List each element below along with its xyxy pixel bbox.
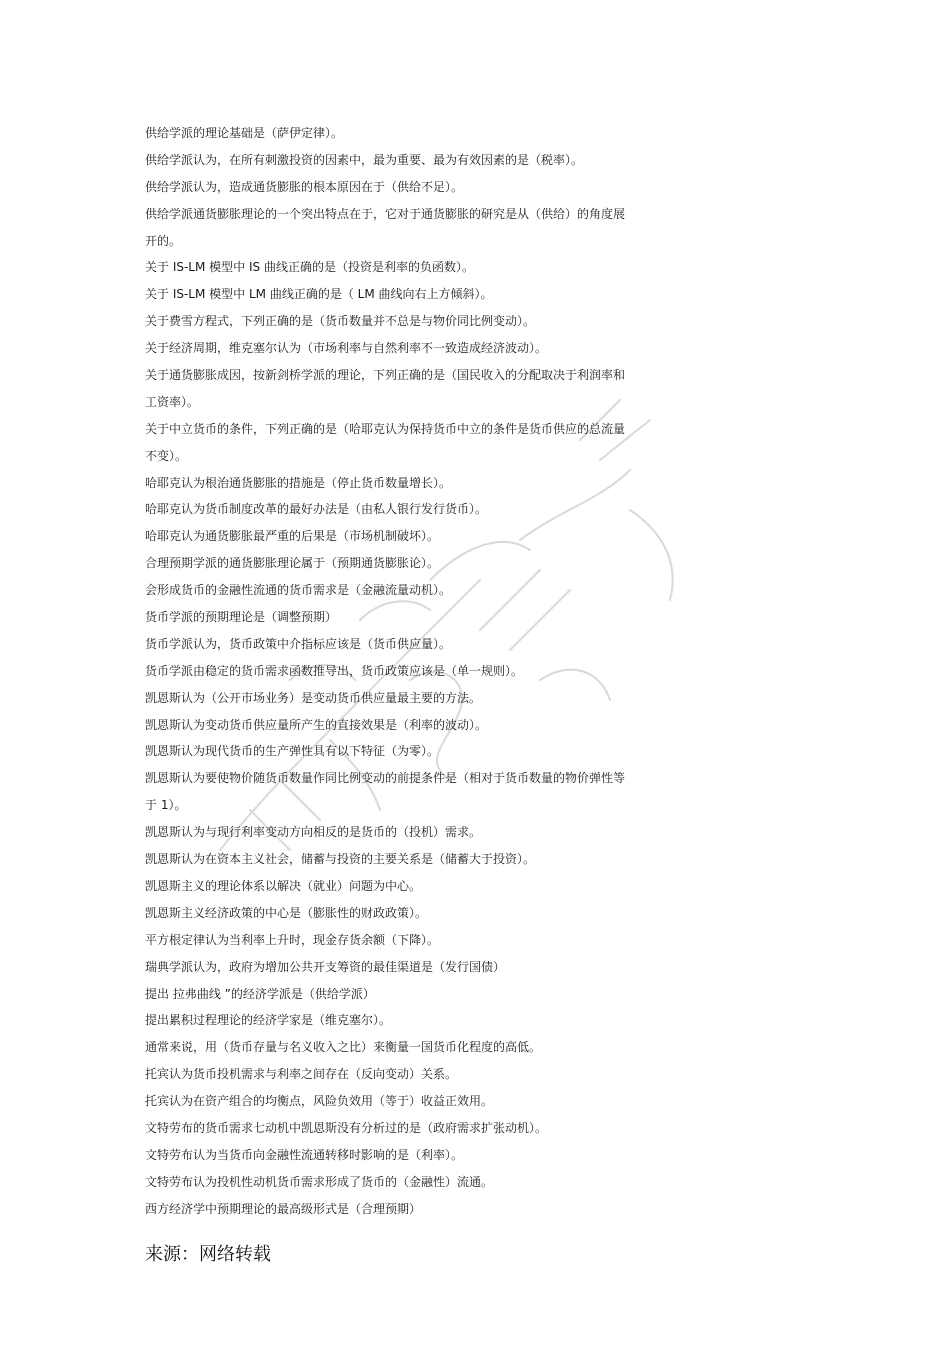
text-line: 文特劳布认为投机性动机货币需求形成了货币的（金融性）流通。 [145, 1174, 494, 1189]
text-line: 关于 IS-LM 模型中 LM 曲线正确的是（ LM 曲线向右上方倾斜）。 [145, 287, 493, 302]
text-line: 关于 IS-LM 模型中 IS 曲线正确的是（投资是利率的负函数）。 [145, 260, 474, 275]
text-line: 托宾认为货币投机需求与利率之间存在（反向变动）关系。 [145, 1067, 458, 1082]
text-line: 货币学派的预期理论是（调整预期） [145, 610, 338, 625]
source-note: 来源：网络转载 [145, 1244, 271, 1265]
text-line: 哈耶克认为通货膨胀最严重的后果是（市场机制破坏）。 [145, 529, 440, 544]
text-line: 凯恩斯认为变动货币供应量所产生的直接效果是（利率的波动）。 [145, 717, 488, 732]
text-line: 提出累积过程理论的经济学家是（维克塞尔）。 [145, 1013, 392, 1028]
text-line: 工资率）。 [145, 394, 200, 409]
text-line: 于 1）。 [145, 798, 187, 813]
text-line: 通常来说，用（货币存量与名义收入之比）来衡量一国货币化程度的高低。 [145, 1040, 542, 1055]
text-line: 凯恩斯主义经济政策的中心是（膨胀性的财政政策）。 [145, 905, 428, 920]
text-line: 开的。 [145, 233, 182, 248]
text-line: 供给学派认为，在所有刺激投资的因素中，最为重要、最为有效因素的是（税率）。 [145, 152, 584, 167]
text-line: 文特劳布认为当货币向金融性流通转移时影响的是（利率）。 [145, 1147, 464, 1162]
text-line: 供给学派的理论基础是（萨伊定律）。 [145, 126, 344, 140]
text-line: 瑞典学派认为，政府为增加公共开支筹资的最佳渠道是（发行国债） [145, 959, 506, 974]
text-line: 会形成货币的金融性流通的货币需求是（金融流量动机）。 [145, 583, 452, 598]
text-line: 关于经济周期，维克塞尔认为（市场利率与自然利率不一致造成经济波动）。 [145, 341, 548, 356]
question-list [145, 120, 665, 1223]
text-line: 文特劳布的货币需求七动机中凯恩斯没有分析过的是（政府需求扩张动机）。 [145, 1120, 548, 1135]
text-line: 供给学派认为，造成通货膨胀的根本原因在于（供给不足）。 [145, 179, 464, 194]
text-line: 关于费雪方程式，下列正确的是（货币数量并不总是与物价同比例变动）。 [145, 314, 536, 329]
text-line: 不变）。 [145, 448, 188, 463]
text-line: 哈耶克认为根治通货膨胀的措施是（停止货币数量增长）。 [145, 475, 452, 490]
text-line: 提出 拉弗曲线 ”的经济学派是（供给学派） [145, 986, 375, 1001]
text-line: 凯恩斯认为现代货币的生产弹性具有以下特征（为零）。 [145, 744, 440, 759]
text-line: 凯恩斯主义的理论体系以解决（就业）问题为中心。 [145, 878, 422, 893]
text-line: 凯恩斯认为（公开市场业务）是变动货币供应量最主要的方法。 [145, 690, 482, 705]
text-line: 凯恩斯认为在资本主义社会，储蓄与投资的主要关系是（储蓄大于投资）。 [145, 852, 536, 867]
text-line: 供给学派通货膨胀理论的一个突出特点在于，它对于通货膨胀的研究是从（供给）的角度展 [145, 206, 626, 221]
text-line: 关于中立货币的条件，下列正确的是（哈耶克认为保持货币中立的条件是货币供应的总流量 [145, 421, 626, 436]
text-line: 货币学派由稳定的货币需求函数推导出，货币政策应该是（单一规则）。 [145, 663, 524, 678]
text-line: 凯恩斯认为与现行利率变动方向相反的是货币的（投机）需求。 [145, 825, 482, 840]
text-line: 西方经济学中预期理论的最高级形式是（合理预期） [145, 1201, 422, 1216]
text-line: 哈耶克认为货币制度改革的最好办法是（由私人银行发行货币）。 [145, 502, 488, 517]
text-line: 合理预期学派的通货膨胀理论属于（预期通货膨胀论）。 [145, 556, 440, 571]
text-line: 平方根定律认为当利率上升时，现金存货余额（下降）。 [145, 932, 440, 947]
text-line: 关于通货膨胀成因，按新剑桥学派的理论，下列正确的是（国民收入的分配取决于利润率和 [145, 368, 626, 383]
text-line: 托宾认为在资产组合的均衡点，风险负效用（等于）收益正效用。 [145, 1094, 494, 1109]
text-line: 凯恩斯认为要使物价随货币数量作同比例变动的前提条件是（相对于货币数量的物价弹性等 [145, 771, 626, 786]
text-line: 货币学派认为，货币政策中介指标应该是（货币供应量）。 [145, 636, 452, 651]
